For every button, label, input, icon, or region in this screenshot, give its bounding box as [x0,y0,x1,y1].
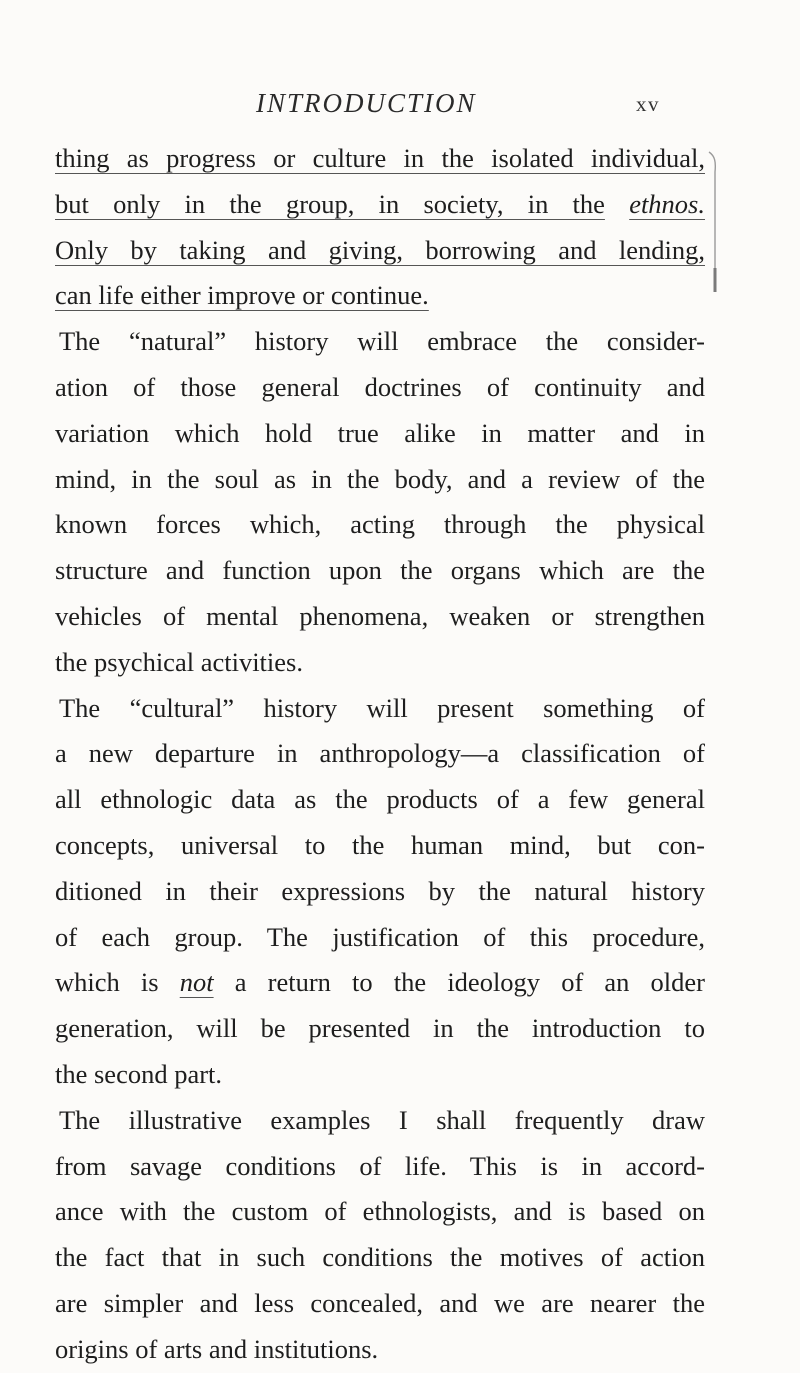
text-line: the fact that in such conditions the motives of action [55,1242,705,1273]
text-line: of each group. The justification of this procedure, [55,921,705,952]
text-line: a new departure in anthropology—a classification of [55,738,705,769]
text-line: generation, will be presented in the introduction to [55,1013,705,1044]
text-line: all ethnologic data as the products of a few general [55,784,705,815]
running-title: INTRODUCTION [256,88,477,118]
pencil-margin-bracket-icon [706,150,720,300]
text-line: the second part. [55,1058,223,1089]
emphasis-ethnos: ethnos. [629,188,705,219]
text-line: The illustrative examples I shall frequently draw [59,1104,705,1135]
text-line: ance with the custom of ethnologists, and is based on [55,1196,705,1227]
text-line: can life either improve or continue. [55,280,429,311]
text-line: thing as progress or culture in the isolated individual, [55,143,705,173]
text-span: which is [55,967,159,998]
page-number: xv [636,92,660,116]
text-line: origins of arts and institutions. [55,1333,379,1364]
text-line [55,182,705,228]
text-line: ation of those general doctrines of continuity and [55,371,705,402]
text-line: vehicles of mental phenomena, weaken or strengthen [55,600,705,631]
text-line [55,960,705,1006]
text-line: mind, in the soul as in the body, and a review of the [55,463,705,494]
text-span: but only in the group, in society, in the [55,188,605,219]
text-line: are simpler and less concealed, and we are nearer the [55,1287,705,1318]
text-line: variation which hold true alike in matter and in [55,417,705,448]
text-line: structure and function upon the organs which are the [55,555,705,586]
text-line: The “cultural” history will present something of [59,692,705,723]
text-line: ditioned in their expressions by the natural history [55,875,705,906]
text-line: the psychical activities. [55,646,303,677]
emphasis-not: not [179,967,214,998]
text-line: The “natural” history will embrace the consider- [59,326,705,357]
text-span: a return to the ideology of an older [234,967,705,998]
text-line: concepts, universal to the human mind, but con- [55,829,705,860]
text-line: Only by taking and giving, borrowing and lending, [55,234,705,265]
running-header [0,88,800,124]
body-text [55,136,705,1373]
text-line: from savage conditions of life. This is in accord- [55,1150,705,1181]
text-line: known forces which, acting through the physical [55,509,705,540]
